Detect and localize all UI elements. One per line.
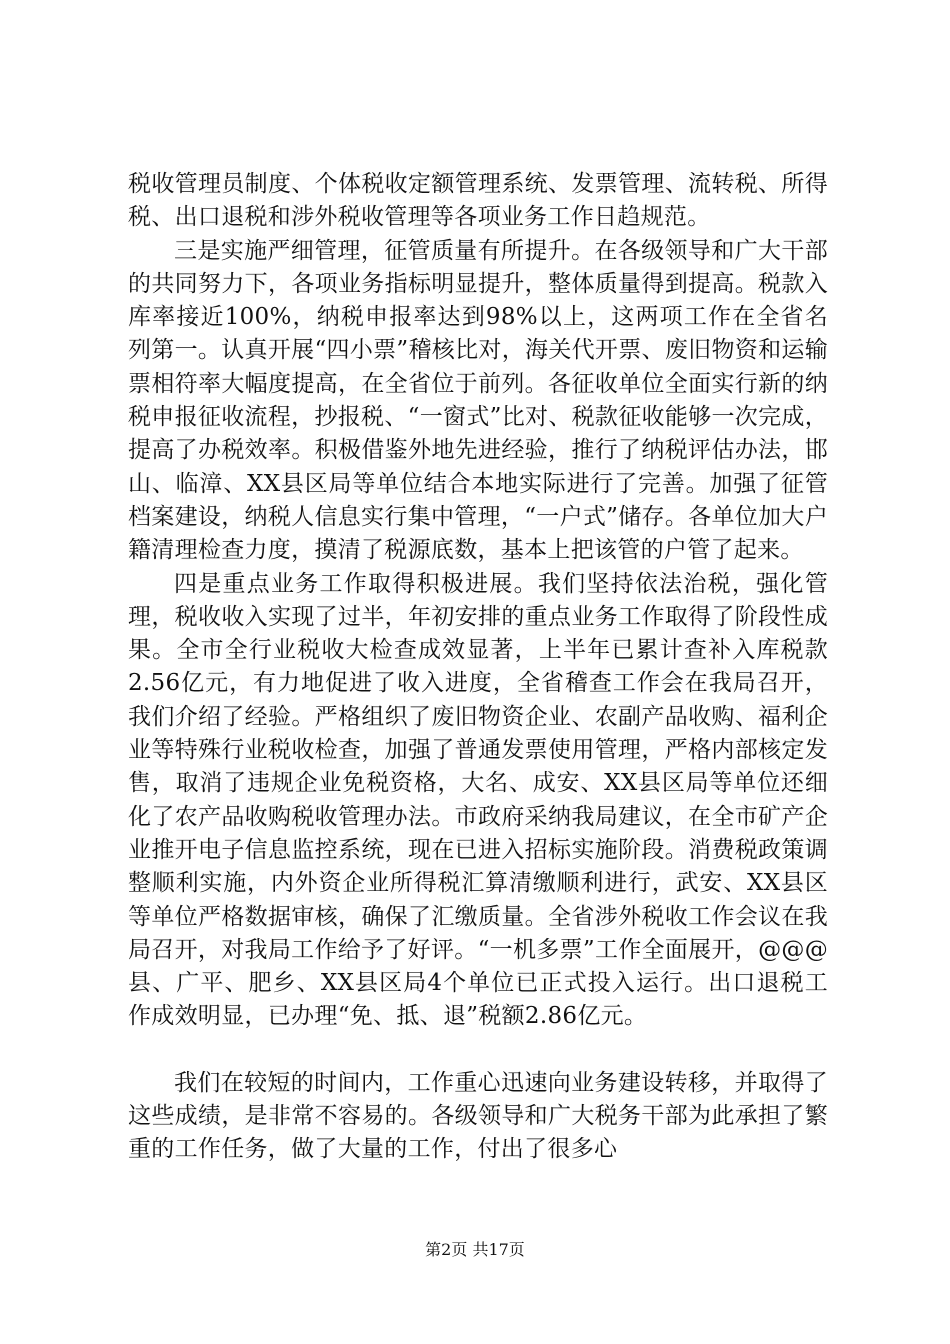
page-number-footer: 第2页 共17页: [425, 1240, 525, 1259]
paragraph-4: 我们在较短的时间内，工作重心迅速向业务建设转移，并取得了这些成绩，是非常不容易的。各级领导和广大税务干部为此承担了繁重的工作任务，做了大量的工作，付出了很多心: [128, 1069, 828, 1163]
document-body: [128, 168, 828, 1167]
paragraph-2: 三是实施严细管理，征管质量有所提升。在各级领导和广大干部的共同努力下，各项业务指标明显提升，整体质量得到提高。税款入库率接近100%，纳税申报率达到98%以上，这两项工作在全省名列第一。认真开展“四小票”稽核比对，海关代开票、废旧物资和运输票相符率大幅度提高，在全省位于前列。各征收单位全面实行新的纳税申报征收流程，抄报税、“一窗式”比对、税款征收能够一次完成，提高了办税效率。积极借鉴外地先进经验，推行了纳税评估办法，邯山、临漳、XX县区局等单位结合本地实际进行了完善。加强了征管档案建设，纳税人信息实行集中管理，“一户式”储存。各单位加大户籍清理检查力度，摸清了税源底数，基本上把该管的户管了起来。: [128, 237, 828, 564]
paragraph-1: 税收管理员制度、个体税收定额管理系统、发票管理、流转税、所得税、出口退税和涉外税收管理等各项业务工作日趋规范。: [128, 171, 828, 231]
paragraph-3: 四是重点业务工作取得积极进展。我们坚持依法治税，强化管理，税收收入实现了过半，年初安排的重点业务工作取得了阶段性成果。全市全行业税收大检查成效显著，上半年已累计查补入库税款2.56亿元，有力地促进了收入进度，全省稽查工作会在我局召开，我们介绍了经验。严格组织了废旧物资企业、农副产品收购、福利企业等特殊行业税收检查，加强了普通发票使用管理，严格内部核定发售，取消了违规企业免税资格，大名、成安、XX县区局等单位还细化了农产品收购税收管理办法。市政府采纳我局建议，在全市矿产企业推开电子信息监控系统，现在已进入招标实施阶段。消费税政策调整顺利实施，内外资企业所得税汇算清缴顺利进行，武安、XX县区等单位严格数据审核，确保了汇缴质量。全省涉外税收工作会议在我局召开，对我局工作给予了好评。“一机多票”工作全面展开，@@@县、广平、肥乡、XX县区局4个单位已正式投入运行。出口退税工作成效明显，已办理“免、抵、退”税额2.86亿元。: [128, 570, 828, 1030]
